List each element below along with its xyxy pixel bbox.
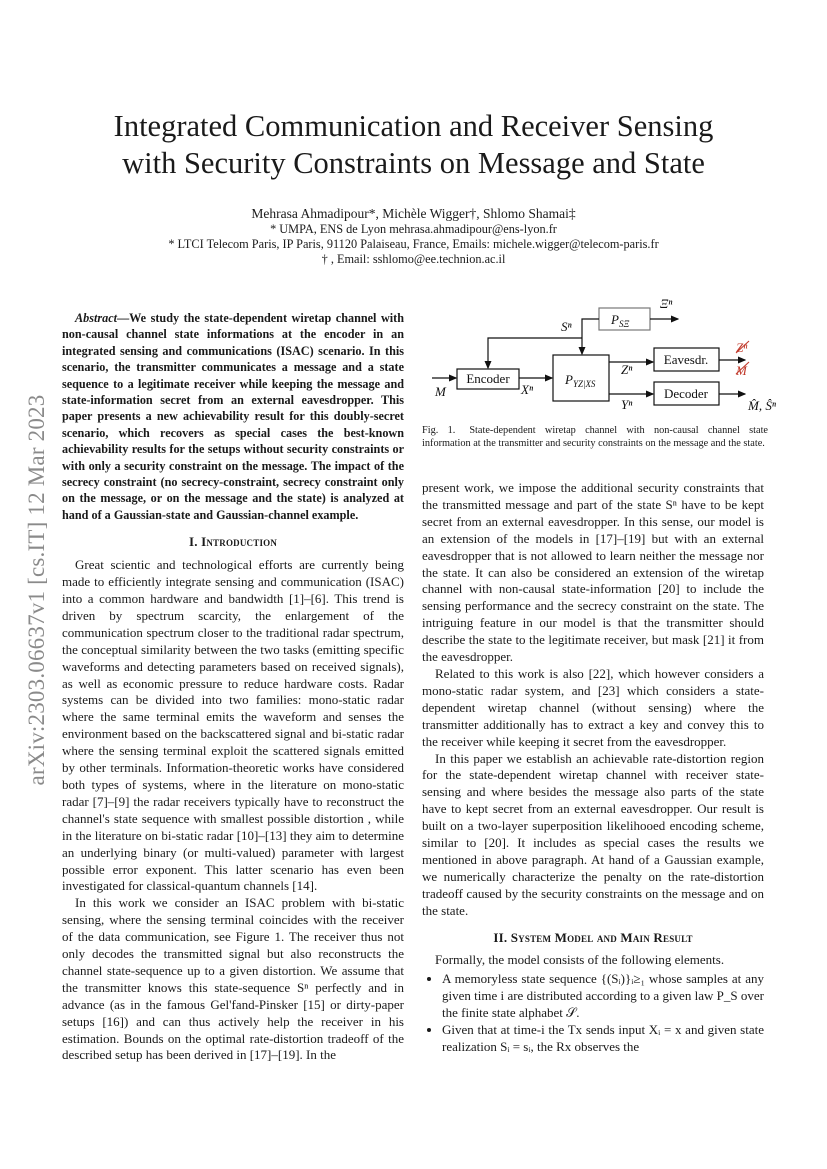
output-signal: M̂, Ŝⁿ — [748, 398, 776, 413]
title-line: with Security Constraints on Message and State — [122, 146, 705, 180]
y-signal: Yⁿ — [621, 397, 633, 412]
crossed-m-signal: M — [736, 363, 747, 378]
xi-signal: Ξⁿ — [660, 296, 673, 311]
paragraph: Related to this work is also [22], which however considers a mono-static radar system, and [23] which considers a state-dependent wiretap channel (without sensing) where the transmitter additionally has to extract a key and convey this to the receiver while keeping it secret from the eavesdropper. — [422, 665, 764, 749]
section-heading: I. Introduction — [188, 534, 278, 550]
section-heading: II. System Model and Main Result — [493, 929, 693, 945]
eavesdropper-label: Eavesdr. — [663, 352, 709, 367]
abstract-label: Abstract — [75, 311, 117, 325]
caption-label: Fig. 1. — [422, 425, 456, 436]
paragraph: Great scientic and technological efforts are currently being made to efficiently integrate sensing and communication (ISAC) into a common hardware and bandwidth [1]–[6]. This trend is driven by spectrum scarcity, the enlargement of the communication spectrum closer to the traditional radar spectrum, the conceptual similarity between the two tasks (emitting specific waveforms and detecting parameters based on received signals), as well as economic pressure to reduce hardware costs. Radar systems can be divided into two families: mono-static radar where the same terminal emits the waveform and senses the environment based on the backscattered signal and bi-static radar where the sensing terminal exploit the scattered signals emitted by other terminals. Information-theoretic works have considered both types of systems, where in the literature on mono-static radar [7]–[9] the radar receivers typically have to reconstruct the channel's state sequence with smallest possible distortion , while in the literature on bi-static radar [10]–[13] they aim to determine an underlying binary (or multi-valued) parameter with largest possible error exponent. This latter scenario has even been investigated for classical-quantum channels [14]. — [62, 557, 404, 894]
title-line: Integrated Communication and Receiver Sensing — [113, 109, 714, 143]
decoder-label: Decoder — [663, 386, 709, 401]
figure-caption — [422, 425, 768, 451]
m-signal: M — [435, 384, 446, 399]
x-signal: Xⁿ — [521, 382, 534, 397]
encoder-label: Encoder — [466, 371, 510, 386]
right-column — [422, 480, 764, 1056]
paragraph: present work, we impose the additional security constraints that the transmitted message and part of the state Sⁿ have to be kept secret from an external eavesdropper. In this sense, our model is an extension of the models in [17]–[19] but with an external eavesdropper that is not allowed to learn neither the message nor the state. It can also be considered an extension of the wiretap channel with non-causal state-information [20] to include the sensing performance and the secrecy constraint on the state. The intriguing feature in our model is that the transmitter should describe the state to the legitimate receiver, but mask [21] it from the eavesdropper. — [422, 480, 764, 665]
paragraph: Formally, the model consists of the following elements. — [435, 952, 725, 968]
abstract-text: —We study the state-dependent wiretap channel with non-causal channel state informations at the encoder in an integrated sensing and communications (ISAC) scenario. In this scenario, the transmitter communicates a message and a state sequence to a legitimate receiver while keeping the message and state-information secret from an external eavesdropper. This paper presents a new achievability result for this doubly-secret scenario, which recovers as special cases the best-known achievability results for the setups without security constraints or with only a security constraint on the message. The impact of the secrecy constraint (no secrecy-constraint, secrecy constraint only on the message, or on the message and the state) is analyzed at hand of a Gaussian-state and Gaussian-channel example. — [62, 311, 404, 522]
channel-label: $P_{YZ|XS}$ — [565, 372, 596, 389]
z-signal: Zⁿ — [621, 362, 633, 377]
affiliation: * UMPA, ENS de Lyon mehrasa.ahmadipour@ens-lyon.fr — [270, 222, 557, 236]
caption-text: State-dependent wiretap channel with non-causal channel state information at the transmitter and security constraints on the message and the state. — [422, 425, 768, 449]
affiliation: * LTCI Telecom Paris, IP Paris, 91120 Palaiseau, France, Emails: michele.wigger@telecom-paris.fr — [168, 237, 659, 251]
crossed-z-signal: Zⁿ — [736, 340, 748, 355]
affiliation: † , Email: sshlomo@ee.technion.ac.il — [321, 252, 506, 266]
channel-block — [553, 355, 609, 401]
s-signal: Sⁿ — [561, 319, 572, 334]
authors: Mehrasa Ahmadipour*, Michèle Wigger†, Shlomo Shamai‡ — [251, 206, 576, 221]
model-list — [422, 971, 764, 1056]
arxiv-stamp: arXiv:2303.06637v1 [cs.IT] 12 Mar 2023 — [24, 394, 49, 786]
paragraph: In this paper we establish an achievable rate-distortion region for the state-dependent wiretap channel with receiver state-sensing and where besides the message also parts of the state have to kept secret from an external eavesdropper. Our result is built on a two-layer superposition likelihooed encoding scheme, similar to [20]. It includes as special cases the results we mentioned in above paragraph. At hand of a Gaussian example, we numerically characterize the penalty on the rate-distortion tradeoff caused by the security constraints on the message and on the state. — [422, 750, 764, 918]
list-item: • Given that at time-i the Tx sends input Xᵢ = x and given state realization Sᵢ = sᵢ, the Rx observes the — [442, 1022, 764, 1056]
list-item: • A memoryless state sequence {(Sᵢ)}ᵢ≥₁ whose samples at any given time i are distributed according to a given law P_S over the finite state alphabet 𝒮. — [442, 971, 764, 1022]
paragraph: In this work we consider an ISAC problem with bi-static sensing, where the sensing terminal coincides with the receiver of the data communication, see Figure 1. The receiver thus not only decodes the transmitted signal but also reconstructs the channel state-sequence up to a given distortion. We assume that the transmitter knows this state-sequence Sⁿ perfectly and in advance (as in the famous Gel'fand-Pinsker [15] or dirty-paper setups [16]) and can thus actively help the receiver in his estimation. Bounds on the optimal rate-distortion tradeoff of the described setup has been derived in [17]–[19]. In the — [62, 895, 404, 1063]
pse-label: $P_{S\Xi}$ — [611, 312, 630, 329]
figure-1-diagram — [0, 0, 827, 470]
